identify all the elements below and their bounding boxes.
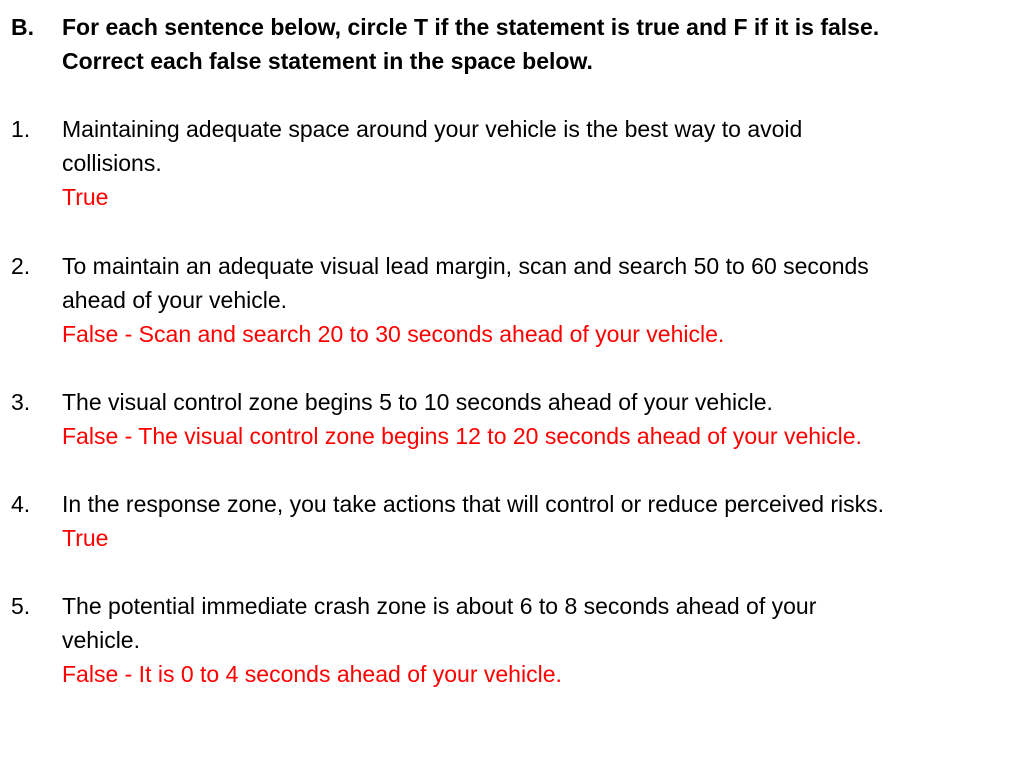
question-text-line: ahead of your vehicle.	[62, 287, 288, 313]
instruction-line: For each sentence below, circle T if the statement is true and F if it is false.	[62, 14, 880, 40]
answer-text: False - The visual control zone begins 12 to 20 seconds ahead of your vehicle.	[62, 423, 862, 449]
section-instructions	[62, 10, 1012, 78]
answer-text: True	[62, 184, 109, 210]
question-number: 5.	[11, 593, 31, 619]
section-letter: B.	[11, 14, 34, 40]
answer-text: True	[62, 525, 109, 551]
question-text-line: To maintain an adequate visual lead margin, scan and search 50 to 60 seconds	[62, 253, 869, 279]
instruction-line: Correct each false statement in the space below.	[62, 48, 593, 74]
answer-text: False - It is 0 to 4 seconds ahead of your vehicle.	[62, 661, 562, 687]
question-text-line: The potential immediate crash zone is about 6 to 8 seconds ahead of your	[62, 593, 817, 619]
question-body	[62, 589, 1012, 691]
question-text-line: In the response zone, you take actions that will control or reduce perceived risks.	[62, 491, 885, 517]
question-body	[62, 249, 1012, 351]
question-text-line: The visual control zone begins 5 to 10 seconds ahead of your vehicle.	[62, 389, 773, 415]
question-body	[62, 112, 1012, 214]
question-body	[62, 487, 1012, 555]
question-number: 2.	[11, 253, 31, 279]
question-text-line: vehicle.	[62, 627, 140, 653]
question-text-line: Maintaining adequate space around your vehicle is the best way to avoid	[62, 116, 803, 142]
question-text-line: collisions.	[62, 150, 162, 176]
answer-text: False - Scan and search 20 to 30 seconds ahead of your vehicle.	[62, 321, 725, 347]
question-body	[62, 385, 1012, 453]
question-number: 4.	[11, 491, 31, 517]
question-number: 1.	[11, 116, 31, 142]
question-number: 3.	[11, 389, 31, 415]
